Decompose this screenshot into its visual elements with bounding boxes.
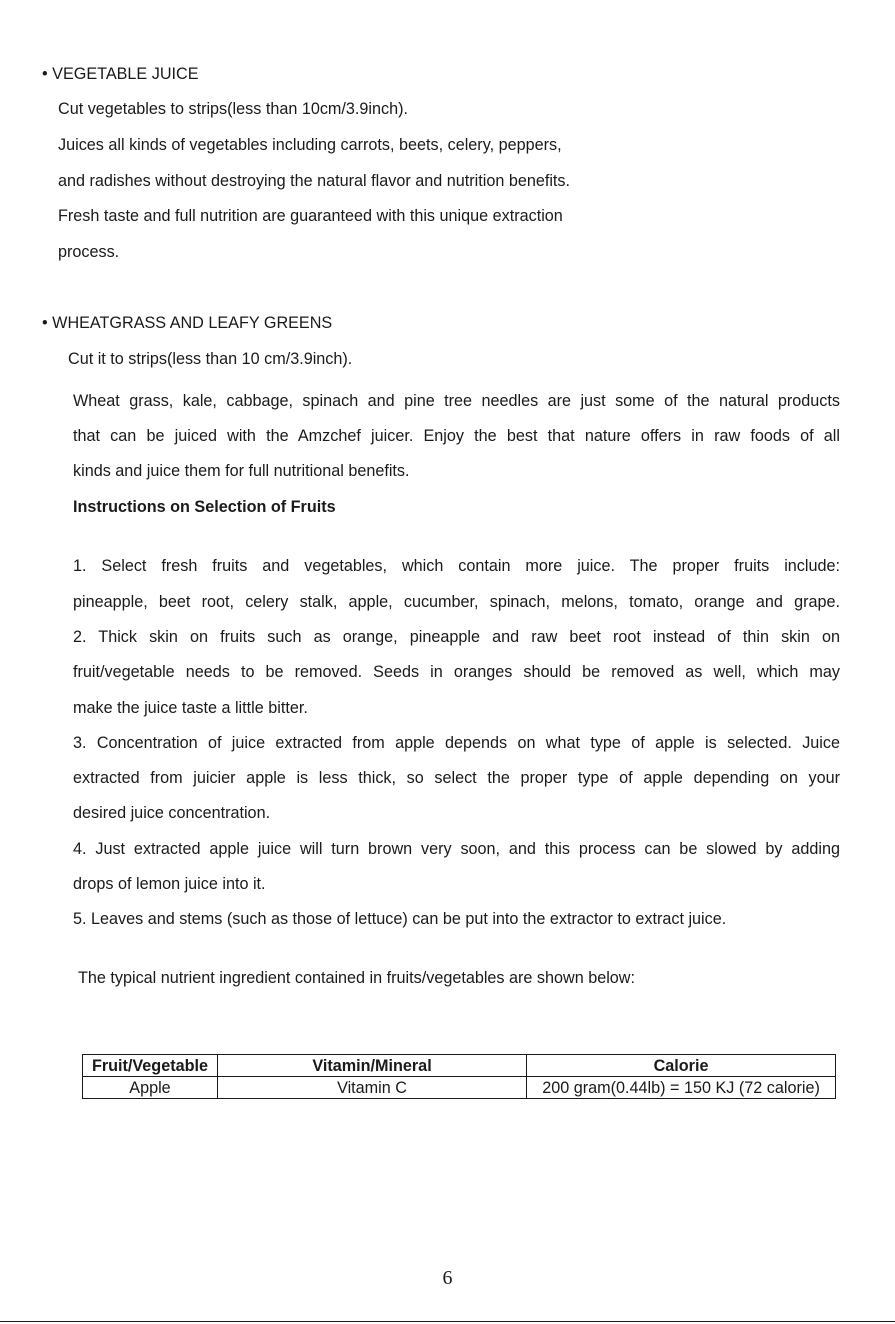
table-cell: 200 gram(0.44lb) = 150 KJ (72 calorie): [527, 1077, 836, 1099]
table-cell: Vitamin C: [217, 1077, 526, 1099]
paragraph-line: Wheat grass, kale, cabbage, spinach and pine tree needles are just some of the natural products: [73, 392, 840, 410]
instruction-line: extracted from juicier apple is less thick, so select the proper type of apple depending on your: [73, 769, 840, 787]
paragraph-line: Juices all kinds of vegetables including carrots, beets, celery, peppers,: [58, 136, 562, 154]
paragraph-line: kinds and juice them for full nutritional benefits.: [73, 462, 410, 480]
section-heading-wheatgrass: • WHEATGRASS AND LEAFY GREENS: [42, 314, 333, 332]
section-heading-vegetable-juice: • VEGETABLE JUICE: [42, 65, 199, 83]
table-row: [83, 1077, 836, 1099]
table-header-row: [83, 1055, 836, 1077]
instruction-line: 2. Thick skin on fruits such as orange, pineapple and raw beet root instead of thin skin on: [73, 628, 840, 646]
instructions-heading: Instructions on Selection of Fruits: [73, 498, 336, 516]
instruction-line: pineapple, beet root, celery stalk, apple, cucumber, spinach, melons, tomato, orange and grape.: [73, 593, 840, 611]
instruction-line: make the juice taste a little bitter.: [73, 699, 308, 717]
instruction-line: 3. Concentration of juice extracted from apple depends on what type of apple is selected. Juice: [73, 734, 840, 752]
instruction-line: desired juice concentration.: [73, 804, 271, 822]
instruction-line: 5. Leaves and stems (such as those of lettuce) can be put into the extractor to extract juice.: [73, 910, 727, 928]
page-number: 6: [442, 1267, 453, 1289]
paragraph-line: and radishes without destroying the natural flavor and nutrition benefits.: [58, 172, 571, 190]
instruction-line: fruit/vegetable needs to be removed. Seeds in oranges should be removed as well, which may: [73, 663, 840, 681]
paragraph-line: Cut vegetables to strips(less than 10cm/3.9inch).: [58, 100, 408, 118]
paragraph-line: Cut it to strips(less than 10 cm/3.9inch).: [68, 350, 353, 368]
column-header-fruit-vegetable: Fruit/Vegetable: [83, 1055, 218, 1077]
bottom-rule: [0, 1321, 895, 1322]
nutrient-table: [82, 1054, 836, 1099]
paragraph-line: Fresh taste and full nutrition are guaranteed with this unique extraction: [58, 207, 563, 225]
paragraph-line: process.: [58, 243, 120, 261]
column-header-vitamin-mineral: Vitamin/Mineral: [217, 1055, 526, 1077]
instruction-line: 4. Just extracted apple juice will turn brown very soon, and this process can be slowed by adding: [73, 840, 840, 858]
instruction-line: drops of lemon juice into it.: [73, 875, 266, 893]
table-cell: Apple: [83, 1077, 218, 1099]
column-header-calorie: Calorie: [527, 1055, 836, 1077]
paragraph-line: that can be juiced with the Amzchef juicer. Enjoy the best that nature offers in raw foods of all: [73, 427, 840, 445]
nutrient-intro: The typical nutrient ingredient contained in fruits/vegetables are shown below:: [78, 969, 635, 987]
instruction-line: 1. Select fresh fruits and vegetables, which contain more juice. The proper fruits include:: [73, 557, 840, 575]
